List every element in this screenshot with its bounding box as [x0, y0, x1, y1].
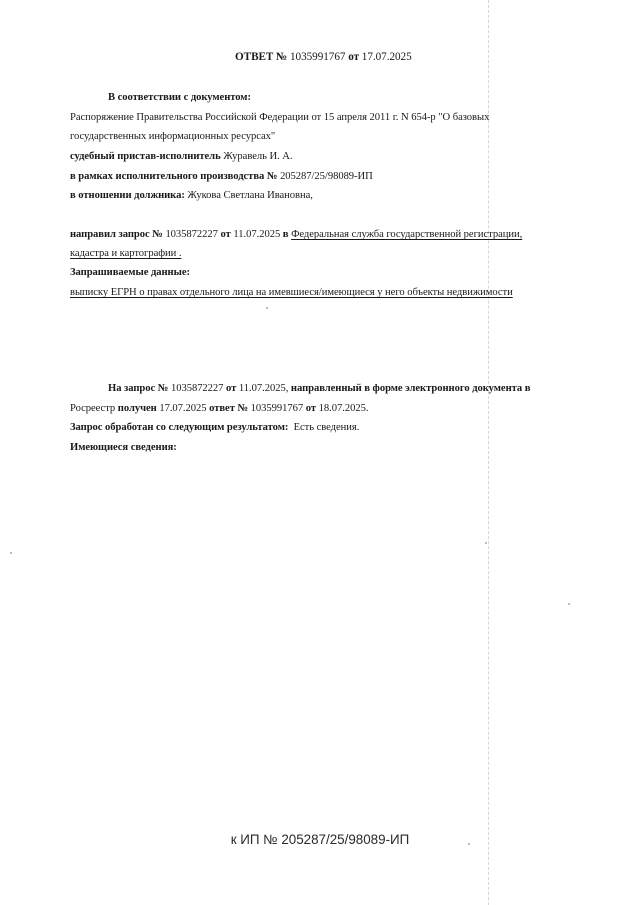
debtor-line: [70, 189, 313, 202]
answer-number: 1035991767: [290, 51, 346, 63]
response-result: [70, 421, 359, 434]
scan-speck: [10, 552, 12, 554]
proceeding-number: 205287/25/98089-ИП: [280, 171, 373, 182]
bailiff-line: [70, 150, 292, 163]
scan-speck: [266, 307, 268, 309]
request-date: 11.07.2025: [233, 229, 281, 240]
request-date-word: от: [220, 229, 231, 240]
basis-doc-line2: государственных информационных ресурсах": [70, 131, 276, 142]
existing-info-label: Имеющиеся сведения:: [70, 442, 177, 453]
result-label: Запрос обработан со следующим результатом:: [70, 422, 289, 433]
debtor-name: Жукова Светлана Ивановна,: [187, 190, 313, 201]
requested-label: Запрашиваемые данные:: [70, 267, 190, 278]
basis-heading: В соответствии с документом:: [108, 92, 251, 103]
response-request-date: 11.07.2025,: [238, 383, 289, 394]
response-answer-date: 18.07.2025.: [318, 403, 369, 414]
response-received-date: 17.07.2025: [159, 403, 207, 414]
answer-date-word: от: [348, 51, 360, 63]
scan-speck: [568, 603, 570, 605]
response-answer-number: 1035991767: [250, 403, 304, 414]
debtor-label: в отношении должника:: [70, 190, 185, 201]
response-line1: На запрос № 1035872227 от 11.07.2025, направленный в форме электронного документа в: [108, 383, 531, 394]
proceeding-line: [70, 170, 373, 183]
scan-speck: [485, 542, 487, 544]
result-value: Есть сведения.: [293, 422, 360, 433]
request-agency-line2-row: [70, 247, 181, 260]
answer-label: ОТВЕТ №: [235, 51, 288, 63]
response-line2: Росреестр получен 17.07.2025 ответ № 1035991767 от 18.07.2025.: [70, 403, 369, 414]
request-line: [70, 228, 522, 241]
requested-value: выписку ЕГРН о правах отдельного лица на имевшиеся/имеющиеся у него объекты недвижимости: [70, 287, 513, 298]
answer-title: [235, 51, 412, 64]
response-org: Росреестр: [70, 403, 116, 414]
request-to-word: в: [282, 229, 289, 240]
requested-value-row: [70, 286, 513, 299]
request-label: направил запрос №: [70, 229, 163, 240]
basis-doc-line1: Распоряжение Правительства Российской Федерации от 15 апреля 2011 г. N 654-р "О базовых: [70, 112, 490, 123]
scan-speck: [468, 843, 470, 845]
footer-case-ref: к ИП № 205287/25/98089-ИП: [230, 832, 410, 847]
request-agency-line1: Федеральная служба государственной регистрации,: [291, 229, 523, 240]
scan-fold-line: [488, 0, 489, 905]
bailiff-name: Журавель И. А.: [223, 151, 293, 162]
response-request-number: 1035872227: [170, 383, 224, 394]
request-agency-line2: кадастра и картографии .: [70, 248, 182, 259]
bailiff-label: судебный пристав-исполнитель: [70, 151, 221, 162]
proceeding-label: в рамках исполнительного производства №: [70, 171, 278, 182]
request-number: 1035872227: [165, 229, 218, 240]
answer-date: 17.07.2025: [361, 51, 412, 63]
